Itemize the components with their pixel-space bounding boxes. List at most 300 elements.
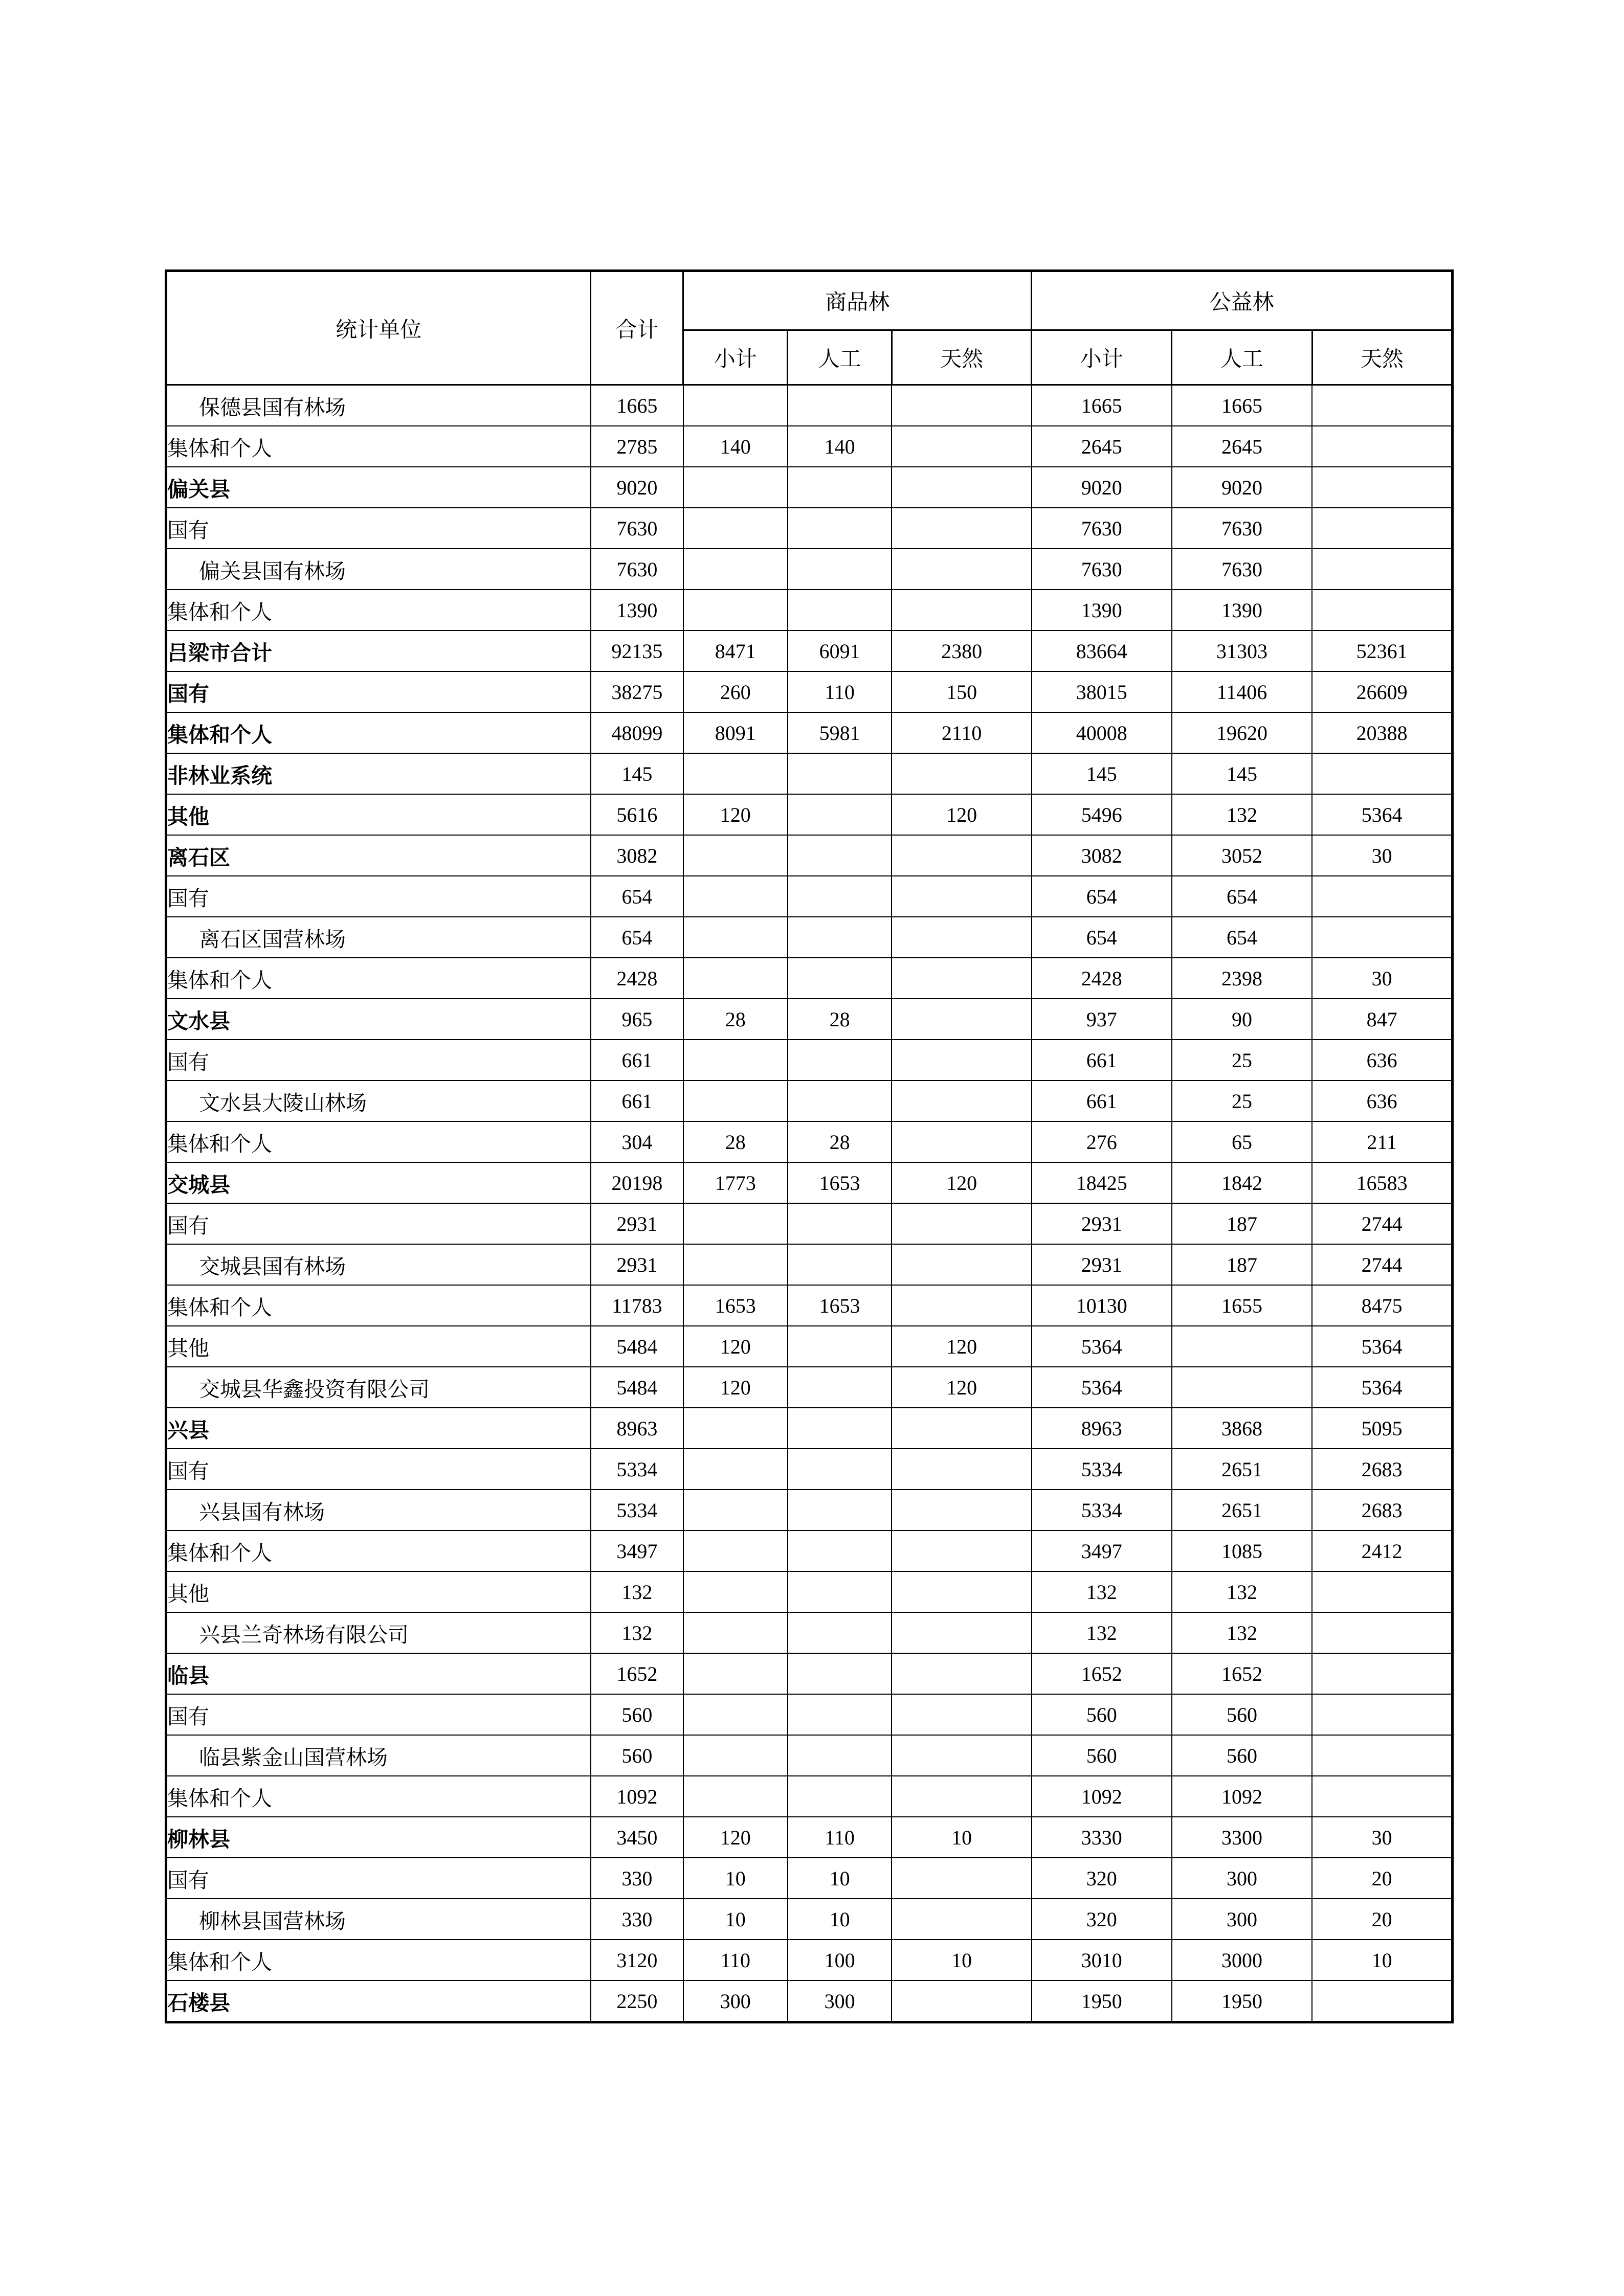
cell-total: 5484 xyxy=(591,1326,683,1367)
cell-public-natural: 211 xyxy=(1312,1121,1452,1162)
cell-total: 1092 xyxy=(591,1776,683,1817)
cell-unit-name: 国有 xyxy=(166,1694,591,1735)
cell-unit-name: 文水县 xyxy=(166,999,591,1040)
cell-unit-name: 国有 xyxy=(166,508,591,549)
cell-public-planted: 132 xyxy=(1172,794,1312,835)
cell-public-subtotal: 276 xyxy=(1032,1121,1172,1162)
cell-total: 2250 xyxy=(591,1980,683,2022)
cell-public-natural: 10 xyxy=(1312,1940,1452,1980)
cell-unit-name: 国有 xyxy=(166,1858,591,1899)
column-group-commercial-forest: 商品林 xyxy=(683,271,1032,330)
cell-public-planted: 132 xyxy=(1172,1612,1312,1653)
cell-public-planted: 9020 xyxy=(1172,467,1312,508)
cell-commercial-natural: 120 xyxy=(892,1162,1031,1203)
table-row xyxy=(166,1530,1453,1571)
cell-unit-name: 吕梁市合计 xyxy=(166,631,591,671)
cell-commercial-natural xyxy=(892,1490,1031,1530)
cell-commercial-planted xyxy=(788,794,892,835)
cell-public-planted: 560 xyxy=(1172,1694,1312,1735)
cell-unit-name: 非林业系统 xyxy=(166,753,591,794)
cell-unit-name: 临县紫金山国营林场 xyxy=(166,1735,591,1776)
cell-unit-name: 文水县大陵山林场 xyxy=(166,1081,591,1121)
table-row xyxy=(166,385,1453,426)
cell-commercial-planted: 28 xyxy=(788,1121,892,1162)
column-header-public-subtotal: 小计 xyxy=(1032,330,1172,385)
cell-public-planted: 2645 xyxy=(1172,426,1312,467)
cell-unit-name: 集体和个人 xyxy=(166,1121,591,1162)
table-row xyxy=(166,1980,1453,2022)
cell-commercial-subtotal xyxy=(683,467,788,508)
cell-public-subtotal: 937 xyxy=(1032,999,1172,1040)
cell-commercial-planted xyxy=(788,1490,892,1530)
cell-commercial-natural: 120 xyxy=(892,1326,1031,1367)
cell-commercial-natural xyxy=(892,549,1031,590)
cell-public-subtotal: 560 xyxy=(1032,1735,1172,1776)
table-row xyxy=(166,1244,1453,1285)
cell-unit-name: 偏关县 xyxy=(166,467,591,508)
cell-public-natural: 30 xyxy=(1312,958,1452,999)
cell-commercial-subtotal xyxy=(683,508,788,549)
cell-commercial-planted xyxy=(788,876,892,917)
cell-commercial-subtotal xyxy=(683,1735,788,1776)
cell-commercial-planted: 5981 xyxy=(788,712,892,753)
table-row xyxy=(166,958,1453,999)
cell-total: 2931 xyxy=(591,1203,683,1244)
cell-public-planted: 1390 xyxy=(1172,590,1312,631)
cell-commercial-subtotal xyxy=(683,1530,788,1571)
cell-total: 654 xyxy=(591,917,683,958)
cell-commercial-natural xyxy=(892,1285,1031,1326)
table-row xyxy=(166,1858,1453,1899)
cell-total: 2785 xyxy=(591,426,683,467)
cell-public-natural: 5364 xyxy=(1312,1367,1452,1408)
cell-public-subtotal: 661 xyxy=(1032,1081,1172,1121)
cell-public-subtotal: 18425 xyxy=(1032,1162,1172,1203)
table-header xyxy=(166,271,1453,385)
cell-unit-name: 其他 xyxy=(166,794,591,835)
cell-commercial-planted: 100 xyxy=(788,1940,892,1980)
cell-commercial-natural xyxy=(892,1653,1031,1694)
cell-commercial-planted xyxy=(788,1408,892,1449)
cell-public-planted: 1842 xyxy=(1172,1162,1312,1203)
cell-public-planted: 1665 xyxy=(1172,385,1312,426)
cell-total: 7630 xyxy=(591,549,683,590)
cell-public-subtotal: 3497 xyxy=(1032,1530,1172,1571)
cell-commercial-planted xyxy=(788,467,892,508)
cell-public-subtotal: 560 xyxy=(1032,1694,1172,1735)
table-row xyxy=(166,1735,1453,1776)
table-row xyxy=(166,1899,1453,1940)
cell-commercial-natural: 120 xyxy=(892,1367,1031,1408)
cell-commercial-planted xyxy=(788,1367,892,1408)
cell-commercial-subtotal: 10 xyxy=(683,1858,788,1899)
cell-public-planted: 654 xyxy=(1172,876,1312,917)
cell-commercial-subtotal xyxy=(683,590,788,631)
table-row xyxy=(166,1694,1453,1735)
cell-unit-name: 保德县国有林场 xyxy=(166,385,591,426)
cell-public-subtotal: 654 xyxy=(1032,917,1172,958)
cell-commercial-planted xyxy=(788,549,892,590)
table-row xyxy=(166,590,1453,631)
cell-unit-name: 集体和个人 xyxy=(166,1285,591,1326)
cell-commercial-subtotal: 28 xyxy=(683,1121,788,1162)
cell-commercial-subtotal xyxy=(683,958,788,999)
cell-public-subtotal: 3010 xyxy=(1032,1940,1172,1980)
table-row xyxy=(166,1490,1453,1530)
cell-public-natural: 30 xyxy=(1312,1817,1452,1858)
table-row xyxy=(166,835,1453,876)
cell-commercial-planted: 1653 xyxy=(788,1285,892,1326)
cell-total: 661 xyxy=(591,1040,683,1081)
cell-commercial-natural xyxy=(892,1980,1031,2022)
cell-total: 9020 xyxy=(591,467,683,508)
cell-commercial-planted: 140 xyxy=(788,426,892,467)
cell-public-planted: 654 xyxy=(1172,917,1312,958)
cell-commercial-planted: 6091 xyxy=(788,631,892,671)
cell-public-planted: 300 xyxy=(1172,1899,1312,1940)
cell-commercial-planted xyxy=(788,385,892,426)
cell-commercial-subtotal: 300 xyxy=(683,1980,788,2022)
cell-public-subtotal: 7630 xyxy=(1032,508,1172,549)
cell-total: 48099 xyxy=(591,712,683,753)
cell-commercial-natural: 2110 xyxy=(892,712,1031,753)
cell-public-subtotal: 7630 xyxy=(1032,549,1172,590)
cell-total: 3497 xyxy=(591,1530,683,1571)
table-body xyxy=(166,385,1453,2022)
cell-unit-name: 集体和个人 xyxy=(166,426,591,467)
cell-public-natural xyxy=(1312,1612,1452,1653)
cell-public-natural: 5364 xyxy=(1312,1326,1452,1367)
cell-public-natural: 20388 xyxy=(1312,712,1452,753)
cell-public-subtotal: 40008 xyxy=(1032,712,1172,753)
cell-public-subtotal: 5496 xyxy=(1032,794,1172,835)
cell-commercial-subtotal: 28 xyxy=(683,999,788,1040)
cell-public-planted: 7630 xyxy=(1172,508,1312,549)
cell-public-planted: 1652 xyxy=(1172,1653,1312,1694)
cell-commercial-planted xyxy=(788,1612,892,1653)
cell-commercial-planted: 10 xyxy=(788,1899,892,1940)
cell-commercial-subtotal: 140 xyxy=(683,426,788,467)
cell-public-planted: 3300 xyxy=(1172,1817,1312,1858)
table-row xyxy=(166,794,1453,835)
cell-commercial-subtotal: 120 xyxy=(683,1367,788,1408)
cell-unit-name: 其他 xyxy=(166,1326,591,1367)
cell-commercial-natural xyxy=(892,753,1031,794)
cell-public-natural xyxy=(1312,549,1452,590)
cell-public-natural: 2412 xyxy=(1312,1530,1452,1571)
cell-unit-name: 集体和个人 xyxy=(166,1940,591,1980)
cell-public-natural: 20 xyxy=(1312,1858,1452,1899)
cell-commercial-planted xyxy=(788,1776,892,1817)
cell-unit-name: 国有 xyxy=(166,876,591,917)
table-row xyxy=(166,1571,1453,1612)
cell-public-subtotal: 5334 xyxy=(1032,1490,1172,1530)
cell-public-natural xyxy=(1312,1571,1452,1612)
cell-public-planted: 145 xyxy=(1172,753,1312,794)
cell-total: 560 xyxy=(591,1735,683,1776)
cell-commercial-planted: 28 xyxy=(788,999,892,1040)
cell-total: 330 xyxy=(591,1899,683,1940)
cell-commercial-planted xyxy=(788,1244,892,1285)
cell-public-natural: 5095 xyxy=(1312,1408,1452,1449)
cell-public-planted: 300 xyxy=(1172,1858,1312,1899)
cell-public-subtotal: 145 xyxy=(1032,753,1172,794)
cell-public-natural xyxy=(1312,1653,1452,1694)
cell-total: 5616 xyxy=(591,794,683,835)
cell-public-subtotal: 1092 xyxy=(1032,1776,1172,1817)
cell-commercial-natural xyxy=(892,590,1031,631)
cell-public-subtotal: 5364 xyxy=(1032,1367,1172,1408)
cell-commercial-subtotal xyxy=(683,753,788,794)
cell-public-natural: 2683 xyxy=(1312,1449,1452,1490)
cell-commercial-planted xyxy=(788,1449,892,1490)
cell-commercial-planted xyxy=(788,1326,892,1367)
cell-public-planted: 65 xyxy=(1172,1121,1312,1162)
cell-commercial-subtotal: 120 xyxy=(683,1326,788,1367)
cell-total: 3450 xyxy=(591,1817,683,1858)
cell-total: 330 xyxy=(591,1858,683,1899)
cell-commercial-planted xyxy=(788,753,892,794)
cell-public-subtotal: 132 xyxy=(1032,1612,1172,1653)
column-header-commercial-natural: 天然 xyxy=(892,330,1031,385)
cell-commercial-subtotal: 260 xyxy=(683,671,788,712)
cell-unit-name: 石楼县 xyxy=(166,1980,591,2022)
cell-total: 661 xyxy=(591,1081,683,1121)
cell-commercial-natural xyxy=(892,1858,1031,1899)
cell-total: 145 xyxy=(591,753,683,794)
cell-unit-name: 柳林县国营林场 xyxy=(166,1899,591,1940)
cell-unit-name: 兴县国有林场 xyxy=(166,1490,591,1530)
cell-public-natural: 20 xyxy=(1312,1899,1452,1940)
table-row xyxy=(166,1612,1453,1653)
column-header-unit: 统计单位 xyxy=(166,271,591,385)
cell-unit-name: 偏关县国有林场 xyxy=(166,549,591,590)
cell-commercial-natural xyxy=(892,876,1031,917)
cell-commercial-subtotal xyxy=(683,1490,788,1530)
table-row xyxy=(166,1326,1453,1367)
cell-public-subtotal: 654 xyxy=(1032,876,1172,917)
cell-commercial-planted: 10 xyxy=(788,1858,892,1899)
cell-unit-name: 集体和个人 xyxy=(166,712,591,753)
cell-total: 5334 xyxy=(591,1449,683,1490)
cell-commercial-natural xyxy=(892,1244,1031,1285)
cell-public-natural xyxy=(1312,467,1452,508)
cell-public-natural xyxy=(1312,753,1452,794)
table-row xyxy=(166,1162,1453,1203)
cell-commercial-natural xyxy=(892,1449,1031,1490)
cell-total: 132 xyxy=(591,1571,683,1612)
table-row xyxy=(166,1367,1453,1408)
cell-total: 8963 xyxy=(591,1408,683,1449)
cell-unit-name: 集体和个人 xyxy=(166,1776,591,1817)
cell-commercial-subtotal xyxy=(683,1203,788,1244)
cell-commercial-subtotal xyxy=(683,1571,788,1612)
cell-commercial-planted xyxy=(788,1571,892,1612)
cell-total: 7630 xyxy=(591,508,683,549)
cell-public-planted xyxy=(1172,1367,1312,1408)
cell-total: 20198 xyxy=(591,1162,683,1203)
cell-public-subtotal: 3330 xyxy=(1032,1817,1172,1858)
cell-public-planted: 31303 xyxy=(1172,631,1312,671)
cell-commercial-subtotal xyxy=(683,1776,788,1817)
cell-unit-name: 兴县兰奇林场有限公司 xyxy=(166,1612,591,1653)
cell-public-planted: 1950 xyxy=(1172,1980,1312,2022)
cell-public-subtotal: 5334 xyxy=(1032,1449,1172,1490)
cell-public-planted xyxy=(1172,1326,1312,1367)
cell-public-planted: 132 xyxy=(1172,1571,1312,1612)
cell-commercial-subtotal xyxy=(683,1408,788,1449)
cell-unit-name: 国有 xyxy=(166,1203,591,1244)
cell-unit-name: 交城县 xyxy=(166,1162,591,1203)
table-row xyxy=(166,876,1453,917)
cell-public-subtotal: 661 xyxy=(1032,1040,1172,1081)
cell-public-natural: 26609 xyxy=(1312,671,1452,712)
cell-commercial-planted xyxy=(788,835,892,876)
cell-public-planted: 3000 xyxy=(1172,1940,1312,1980)
cell-public-natural: 2744 xyxy=(1312,1203,1452,1244)
cell-public-planted: 3868 xyxy=(1172,1408,1312,1449)
cell-public-natural xyxy=(1312,385,1452,426)
table-row xyxy=(166,508,1453,549)
cell-commercial-natural xyxy=(892,508,1031,549)
cell-commercial-planted xyxy=(788,1653,892,1694)
cell-commercial-planted xyxy=(788,1694,892,1735)
cell-commercial-subtotal xyxy=(683,835,788,876)
cell-total: 3082 xyxy=(591,835,683,876)
cell-public-planted: 1655 xyxy=(1172,1285,1312,1326)
cell-commercial-natural: 2380 xyxy=(892,631,1031,671)
column-header-public-natural: 天然 xyxy=(1312,330,1452,385)
cell-public-natural: 2744 xyxy=(1312,1244,1452,1285)
cell-commercial-subtotal: 120 xyxy=(683,1817,788,1858)
table-row xyxy=(166,1653,1453,1694)
cell-commercial-subtotal xyxy=(683,1449,788,1490)
cell-public-planted: 7630 xyxy=(1172,549,1312,590)
table-row xyxy=(166,1285,1453,1326)
cell-public-natural xyxy=(1312,1980,1452,2022)
cell-public-planted: 2651 xyxy=(1172,1449,1312,1490)
cell-commercial-planted xyxy=(788,1735,892,1776)
cell-commercial-planted xyxy=(788,917,892,958)
cell-commercial-subtotal: 120 xyxy=(683,794,788,835)
cell-total: 1652 xyxy=(591,1653,683,1694)
cell-public-planted: 187 xyxy=(1172,1203,1312,1244)
cell-commercial-subtotal xyxy=(683,385,788,426)
cell-total: 92135 xyxy=(591,631,683,671)
table-row xyxy=(166,1081,1453,1121)
cell-public-natural xyxy=(1312,876,1452,917)
cell-commercial-subtotal xyxy=(683,876,788,917)
cell-unit-name: 集体和个人 xyxy=(166,590,591,631)
cell-commercial-planted: 300 xyxy=(788,1980,892,2022)
cell-commercial-planted xyxy=(788,1203,892,1244)
cell-public-planted: 1092 xyxy=(1172,1776,1312,1817)
cell-public-natural: 2683 xyxy=(1312,1490,1452,1530)
cell-public-subtotal: 8963 xyxy=(1032,1408,1172,1449)
cell-total: 2931 xyxy=(591,1244,683,1285)
column-header-total: 合计 xyxy=(591,271,683,385)
cell-total: 965 xyxy=(591,999,683,1040)
cell-commercial-natural xyxy=(892,999,1031,1040)
cell-commercial-subtotal: 1773 xyxy=(683,1162,788,1203)
cell-unit-name: 国有 xyxy=(166,1449,591,1490)
cell-commercial-natural: 150 xyxy=(892,671,1031,712)
cell-public-planted: 3052 xyxy=(1172,835,1312,876)
cell-public-planted: 1085 xyxy=(1172,1530,1312,1571)
cell-commercial-subtotal: 110 xyxy=(683,1940,788,1980)
cell-public-subtotal: 9020 xyxy=(1032,467,1172,508)
table-row xyxy=(166,1776,1453,1817)
column-header-commercial-subtotal: 小计 xyxy=(683,330,788,385)
forest-statistics-table xyxy=(165,269,1454,2023)
cell-commercial-subtotal xyxy=(683,917,788,958)
cell-unit-name: 其他 xyxy=(166,1571,591,1612)
cell-public-planted: 560 xyxy=(1172,1735,1312,1776)
cell-commercial-natural xyxy=(892,426,1031,467)
cell-public-subtotal: 132 xyxy=(1032,1571,1172,1612)
cell-public-subtotal: 5364 xyxy=(1032,1326,1172,1367)
cell-total: 5484 xyxy=(591,1367,683,1408)
cell-unit-name: 国有 xyxy=(166,1040,591,1081)
cell-unit-name: 兴县 xyxy=(166,1408,591,1449)
table-row xyxy=(166,1203,1453,1244)
cell-commercial-natural: 10 xyxy=(892,1940,1031,1980)
cell-commercial-planted xyxy=(788,590,892,631)
cell-commercial-subtotal xyxy=(683,1653,788,1694)
cell-commercial-natural xyxy=(892,917,1031,958)
cell-commercial-subtotal: 1653 xyxy=(683,1285,788,1326)
cell-total: 304 xyxy=(591,1121,683,1162)
cell-commercial-subtotal xyxy=(683,1081,788,1121)
table-row xyxy=(166,1408,1453,1449)
cell-commercial-planted xyxy=(788,1081,892,1121)
cell-public-subtotal: 2428 xyxy=(1032,958,1172,999)
cell-public-subtotal: 3082 xyxy=(1032,835,1172,876)
cell-commercial-planted xyxy=(788,1040,892,1081)
cell-commercial-subtotal xyxy=(683,549,788,590)
cell-public-natural xyxy=(1312,1776,1452,1817)
cell-unit-name: 集体和个人 xyxy=(166,958,591,999)
cell-public-natural xyxy=(1312,1694,1452,1735)
cell-commercial-subtotal xyxy=(683,1612,788,1653)
column-header-commercial-planted: 人工 xyxy=(788,330,892,385)
cell-commercial-natural xyxy=(892,1408,1031,1449)
cell-unit-name: 集体和个人 xyxy=(166,1530,591,1571)
cell-public-natural: 5364 xyxy=(1312,794,1452,835)
cell-commercial-natural: 120 xyxy=(892,794,1031,835)
cell-unit-name: 交城县国有林场 xyxy=(166,1244,591,1285)
cell-commercial-natural xyxy=(892,1040,1031,1081)
cell-public-natural xyxy=(1312,590,1452,631)
cell-unit-name: 柳林县 xyxy=(166,1817,591,1858)
cell-total: 3120 xyxy=(591,1940,683,1980)
cell-public-natural xyxy=(1312,508,1452,549)
cell-public-planted: 2651 xyxy=(1172,1490,1312,1530)
cell-commercial-subtotal: 8091 xyxy=(683,712,788,753)
cell-public-subtotal: 10130 xyxy=(1032,1285,1172,1326)
cell-commercial-natural xyxy=(892,1571,1031,1612)
table-row xyxy=(166,917,1453,958)
column-group-public-forest: 公益林 xyxy=(1032,271,1453,330)
cell-total: 654 xyxy=(591,876,683,917)
cell-commercial-planted: 110 xyxy=(788,1817,892,1858)
table-row xyxy=(166,426,1453,467)
cell-public-subtotal: 1652 xyxy=(1032,1653,1172,1694)
cell-public-planted: 25 xyxy=(1172,1081,1312,1121)
cell-commercial-natural xyxy=(892,835,1031,876)
cell-total: 560 xyxy=(591,1694,683,1735)
cell-public-planted: 90 xyxy=(1172,999,1312,1040)
